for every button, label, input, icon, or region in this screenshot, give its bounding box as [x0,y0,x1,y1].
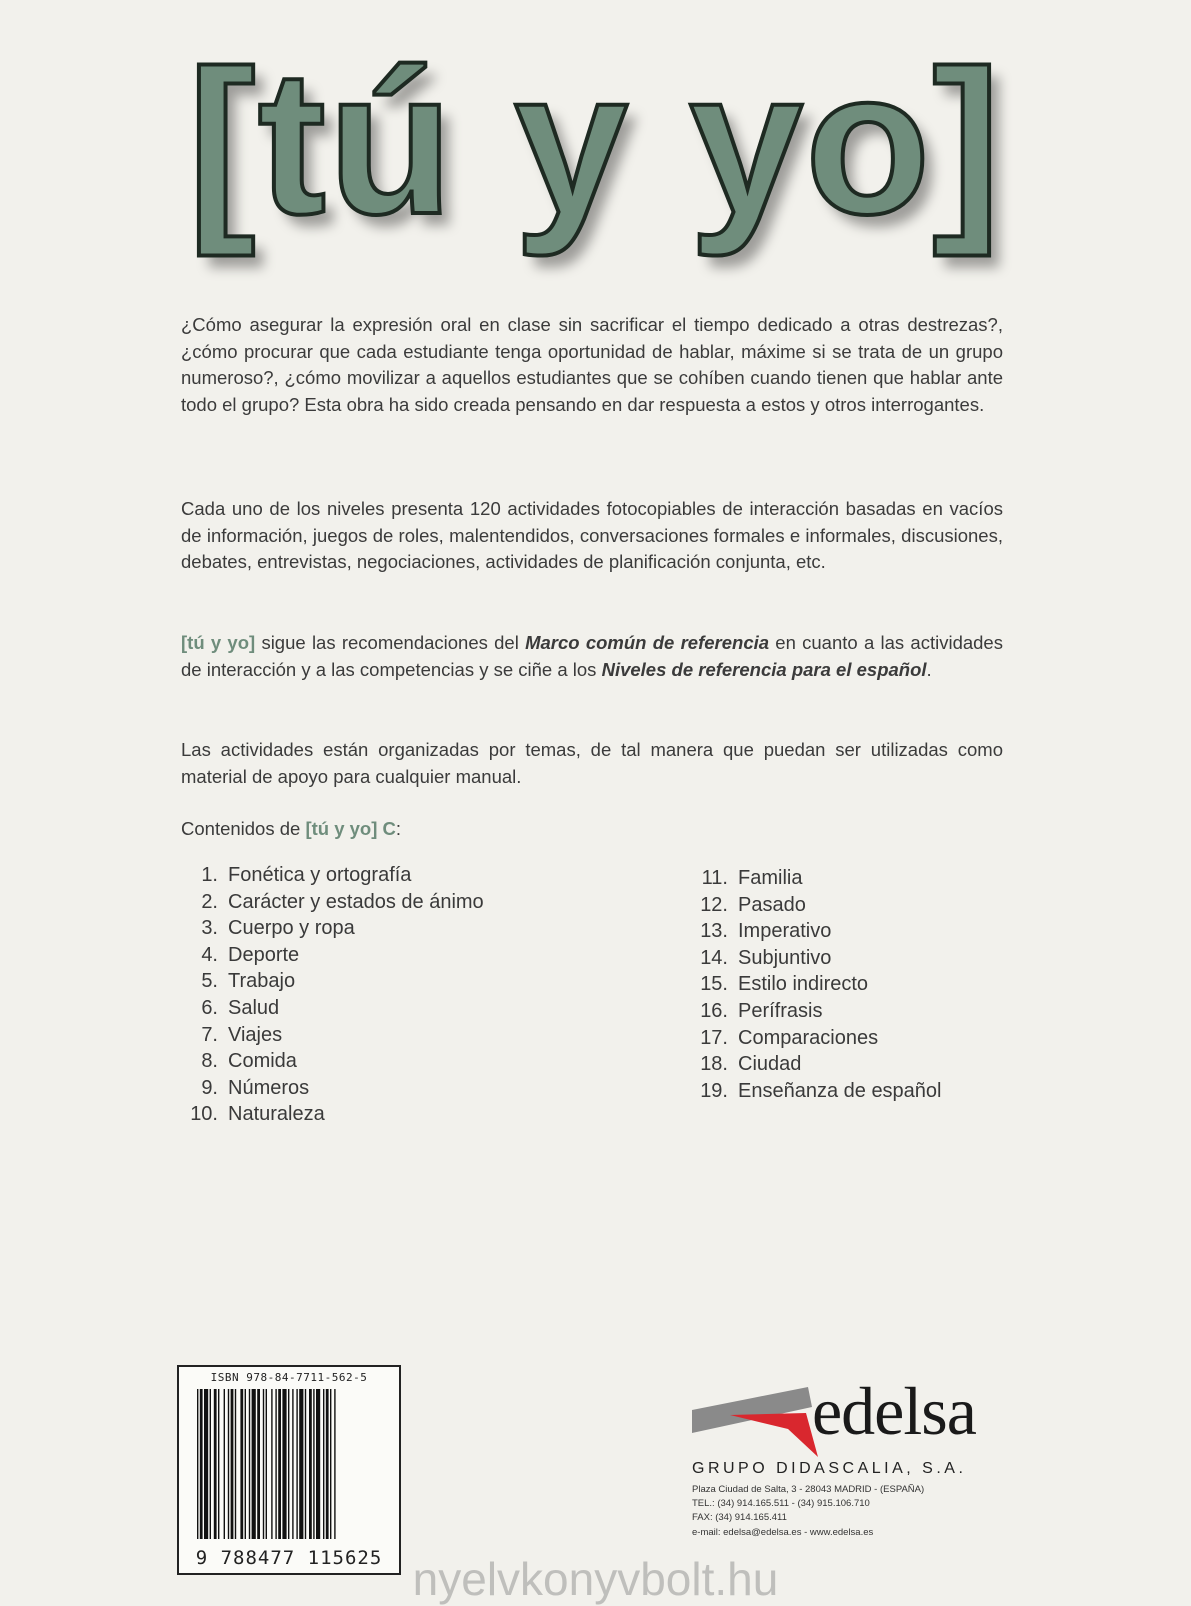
contents-item-number: 9. [201,1076,218,1099]
contents-heading-suffix: : [395,818,402,839]
contents-item [178,942,484,969]
contents-item-number: 12. [700,893,728,916]
contents-item-label: Perífrasis [738,999,823,1022]
contents-item [178,1048,484,1075]
contents-item [178,889,484,916]
contents-item-number: 3. [201,917,218,940]
contents-item [178,915,484,942]
para3-text-1: sigue las recomendaciones del [255,632,526,653]
contents-item-label: Estilo indirecto [738,973,869,996]
contents-item-number: 10. [190,1103,218,1126]
contents-item [688,1051,942,1078]
isbn-barcode-box [177,1365,401,1575]
isbn-digits: 9 788477 115625 [195,1547,383,1569]
contents-item [688,892,942,919]
contents-item-label: Imperativo [738,920,832,943]
levels-paragraph: Cada uno de los niveles presenta 120 actividades fotocopiables de interacción basadas en vacíos de información, juegos de roles, malentendidos, conversaciones formales e informales, discusiones, debates, entrevistas, negociaciones, actividades de planificación conjunta, etc. [181,498,1003,572]
contents-item-label: Trabajo [228,970,296,993]
publisher-group: GRUPO DIDASCALIA, S.A. [692,1460,967,1477]
contents-item-number: 8. [201,1050,218,1073]
contents-item-number: 19. [700,1079,728,1102]
contents-item-number: 16. [700,999,728,1022]
contents-item [688,1025,942,1052]
contents-item-number: 11. [701,867,728,889]
contents-heading-brand: [tú y yo] C [305,818,396,839]
book-title: [tú y yo] [187,28,1003,257]
contents-list-right [688,865,942,1104]
contents-item [178,968,484,995]
contents-item [688,918,942,945]
contents-item-number: 18. [700,1053,728,1076]
brand-name: [tú y yo] [181,632,256,653]
isbn-text: ISBN 978-84-7711-562-5 [210,1371,368,1384]
contents-item [688,945,942,972]
marco-title: Marco común de referencia [525,632,770,653]
contents-item-label: Comparaciones [738,1026,879,1049]
contents-item-label: Pasado [738,893,806,916]
para3-text-3: . [926,658,932,680]
contents-item-number: 4. [201,943,218,966]
contents-item-number: 2. [201,890,218,913]
contents-item-number: 13. [700,920,728,943]
contents-item-label: Carácter y estados de ánimo [228,890,484,913]
contents-item [688,1078,942,1105]
contents-item-label: Familia [738,867,803,889]
contents-item-number: 1. [201,864,218,886]
contents-item-label: Naturaleza [228,1103,325,1126]
para3-text-2: en cuanto a las actividades de interacción y a las competencias y se ciñe a los [181,632,1003,680]
publisher-address: Plaza Ciudad de Salta, 3 - 28043 MADRID - (ESPAÑA) [692,1484,925,1495]
contents-item-label: Enseñanza de español [738,1079,942,1102]
contents-item-label: Cuerpo y ropa [228,917,355,940]
barcode-icon [197,1389,383,1539]
framework-paragraph [181,630,1003,683]
contents-heading [181,816,1003,843]
organization-paragraph: Las actividades están organizadas por temas, de tal manera que puedan ser utilizadas como material de apoyo para cualquier manual. [181,739,1003,787]
contents-item [178,862,484,889]
contents-item-number: 6. [201,996,218,1019]
contents-item-label: Números [228,1076,310,1099]
contents-item [688,998,942,1025]
contents-item-label: Deporte [228,943,300,966]
niveles-title: Niveles de referencia para el español [601,658,927,680]
contents-item-label: Fonética y ortografía [228,864,412,886]
watermark: nyelvkonyvbolt.hu [412,1553,779,1605]
contents-item [688,865,942,892]
contents-item-number: 7. [201,1023,218,1046]
contents-item-number: 5. [201,970,218,993]
contents-item-label: Ciudad [738,1053,802,1076]
publisher-name: edelsa [812,1373,976,1449]
contents-item-label: Comida [228,1050,297,1073]
contents-item-label: Salud [228,996,280,1019]
contents-item [178,1075,484,1102]
publisher-fax: FAX: (34) 914.165.411 [692,1512,787,1523]
contents-item-number: 14. [700,946,728,969]
contents-item [178,1022,484,1049]
publisher-tel: TEL.: (34) 914.165.511 - (34) 915.106.710 [692,1498,870,1509]
contents-item [178,1101,484,1128]
publisher-email: e-mail: edelsa@edelsa.es - www.edelsa.es [692,1527,874,1538]
contents-item [178,995,484,1022]
contents-item [688,971,942,998]
contents-item-label: Viajes [228,1023,283,1046]
contents-list-left [178,862,484,1128]
contents-item-number: 15. [700,973,728,996]
contents-item-label: Subjuntivo [738,946,832,969]
contents-item-number: 17. [700,1026,728,1049]
intro-paragraph: ¿Cómo asegurar la expresión oral en clase sin sacrificar el tiempo dedicado a otras destrezas?, ¿cómo procurar que cada estudiante tenga oportunidad de hablar, máxime si se trata de un grupo numeroso?, ¿cómo movilizar a aquellos estudiantes que se cohíben cuando tienen que hablar ante todo el grupo? Esta obra ha sido creada pensando en dar respuesta a estos y otros interrogantes. [181,314,1003,415]
contents-heading-prefix: Contenidos de [181,818,306,839]
